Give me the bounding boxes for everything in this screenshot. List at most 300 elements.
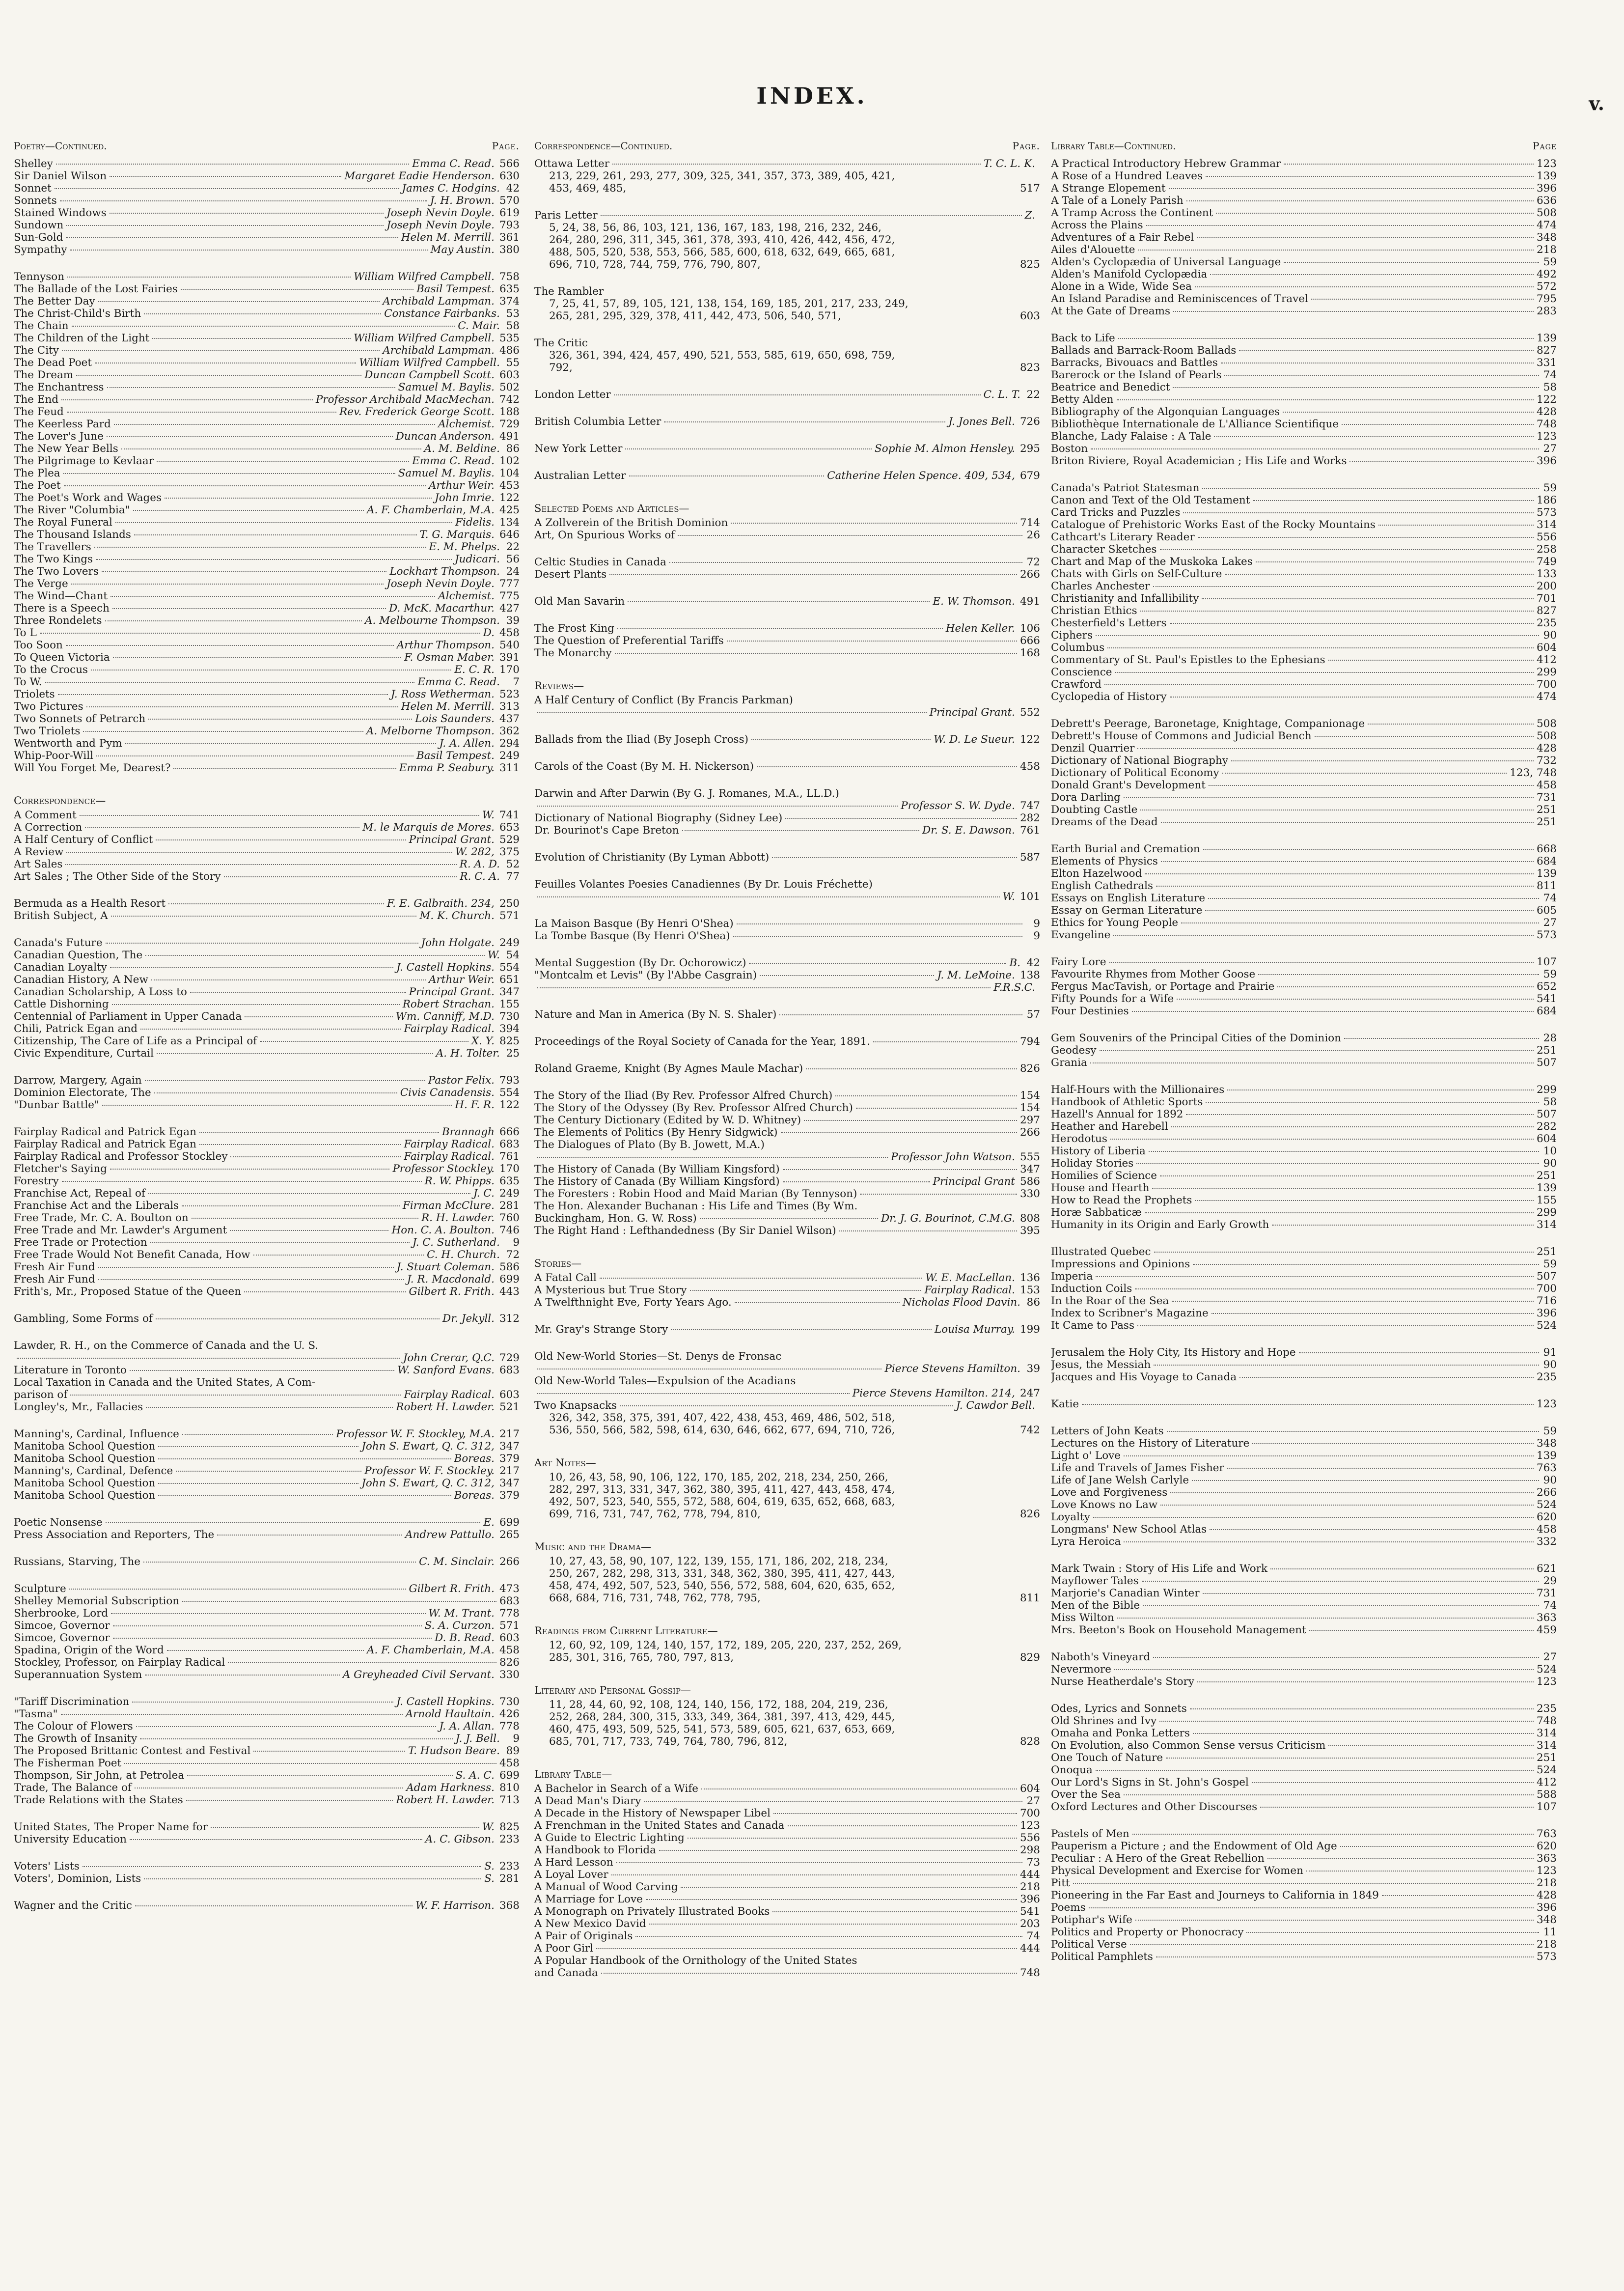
index-entry [1051,1575,1557,1587]
index-entry [1051,1752,1557,1764]
page-number-ref: 653 [499,821,520,834]
index-entry [534,1844,1040,1856]
entry-author: Principal Grant. [929,706,1015,719]
page-number-ref: 811 [1019,1592,1040,1604]
index-entry [14,1126,520,1138]
index-entry [14,937,520,949]
index-entry [534,647,1040,659]
index-entry [1051,1951,1557,1963]
entry-group [534,787,1040,837]
entry-group [1051,1084,1557,1231]
index-entry [14,1900,520,1912]
entry-title: In the Roar of the Sea [1051,1295,1169,1307]
dot-leader [1198,537,1534,538]
entry-group [534,733,1040,746]
page-number-ref: 749 [1536,556,1557,568]
page-number-ref: 74 [1543,1599,1557,1612]
dot-leader [144,1878,481,1879]
entry-title: Shelley [14,158,53,170]
index-entry [1051,531,1557,543]
page-number-ref: 332 [1536,1536,1557,1548]
dot-leader [1130,1944,1534,1945]
entry-title: Homilies of Science [1051,1170,1157,1182]
entry-title: Pitt [1051,1877,1070,1889]
index-entry [1051,580,1557,592]
index-entry [14,998,520,1010]
entry-title: Too Soon [14,639,63,651]
page-number-ref: 502 [499,381,520,393]
entry-group [1051,1703,1557,1813]
column-header-title: Poetry—Continued. [14,140,107,152]
entry-title: Art Sales [14,858,63,870]
entry-author: William Wilfred Campbell. [359,357,500,369]
page-number-ref: 396 [1536,182,1557,195]
index-entry [1051,993,1557,1005]
page-number-ref: 102 [499,455,520,467]
index-entry [14,1833,520,1845]
entry-title: "Dunbar Battle" [14,1099,99,1111]
entry-author: M. le Marquis de Mores. [362,821,495,834]
dot-leader [669,562,1022,563]
page-number-ref: 266 [499,1556,520,1568]
page-list: 10, 26, 43, 58, 90, 106, 122, 170, 185, 202, 218, 234, 250, 266, [549,1471,888,1483]
entry-title: The Dream [14,369,74,381]
entry-title: History of Liberia [1051,1145,1146,1157]
entry-author: James C. Hodgins. [402,182,500,195]
entry-title: A Bachelor in Search of a Wife [534,1783,699,1795]
page-number-ref: 529 [499,834,520,846]
entry-title: Alden's Cyclopædia of Universal Language [1051,256,1281,268]
entry-author: W. M. Trant. [428,1607,495,1620]
page-number-ref: 492 [1536,268,1557,280]
index-entry [1051,843,1557,855]
entry-author: Basil Tempest. [416,283,495,295]
dot-leader [157,461,409,462]
index-entry [14,1872,520,1885]
page-number-ref: 283 [1536,305,1557,317]
page-number-ref: 588 [1536,1788,1557,1801]
entry-title: Columbus [1051,642,1105,654]
dot-leader [1206,176,1534,177]
entry-title: Pauperism a Picture ; and the Endowment of Old Age [1051,1840,1337,1852]
page-number-ref: 507 [1536,1057,1557,1069]
entry-title: The Lover's June [14,430,104,443]
index-entry [14,1489,520,1502]
entry-title: Sonnets [14,195,57,207]
page-list: 460, 475, 493, 509, 525, 541, 573, 589, 605, 621, 637, 653, 669, [549,1723,895,1735]
index-entry [534,733,1040,746]
page-number-ref: 603 [499,1632,520,1644]
entry-title: Loyalty [1051,1511,1090,1523]
index-entry [1051,280,1557,293]
dot-leader [678,535,1022,536]
dot-leader [1368,724,1534,725]
dot-leader [245,1016,393,1017]
entry-author: J. A. Allen. [439,737,495,750]
dot-leader [860,1194,1017,1195]
dot-leader [253,1255,424,1256]
entry-title: The Better Day [14,295,95,307]
dot-leader [1160,1175,1534,1176]
entry-author: Helen M. Merrill. [401,700,495,713]
dot-leader [145,955,485,956]
page-number-ref: 827 [1536,605,1557,617]
dot-leader [1149,1151,1539,1152]
index-entry [1051,1828,1557,1840]
entry-group [1051,1398,1557,1410]
entry-title: A Half Century of Conflict (By Francis Parkman) [534,694,793,706]
dot-leader [773,1813,1017,1814]
page-number-ref: 604 [1019,1783,1040,1795]
entry-title: A Manual of Wood Carving [534,1881,678,1893]
page-number-ref: 741 [499,809,520,821]
page-list: 326, 342, 358, 375, 391, 407, 422, 438, 453, 469, 486, 502, 518, [549,1412,895,1424]
dot-leader [1211,1313,1534,1314]
page-number-ref: 86 [1026,1296,1040,1309]
dot-leader [1137,1325,1534,1326]
entry-title: Darrow, Margery, Again [14,1074,142,1087]
index-entry [534,1375,1040,1387]
index-entry [1051,1258,1557,1270]
entry-group [534,1555,1040,1604]
dot-leader [1167,1431,1539,1432]
index-entry [14,1556,520,1568]
page-number-ref: 55 [506,357,520,369]
page-number-ref: 742 [1019,1424,1040,1436]
dot-leader [182,1601,496,1602]
page-number-ref: 123, 748 [1510,767,1557,779]
entry-title: Betty Alden [1051,393,1114,406]
index-entry [534,222,1040,234]
entry-title: Civic Expenditure, Curtail [14,1047,154,1060]
dot-leader [173,768,396,769]
index-entry [1051,816,1557,828]
entry-group [1051,158,1557,317]
dot-leader [182,1434,333,1435]
column-header-title: Library Table—Continued. [1051,140,1176,152]
index-entry [534,1090,1040,1102]
index-entry [14,1583,520,1595]
dot-leader [67,412,336,413]
dot-leader [111,916,417,917]
page-number-ref: 247 [1019,1387,1040,1399]
entry-author: Professor Archibald MacMechan. [315,393,495,406]
page-number-ref: 347 [499,1440,520,1453]
page-number-ref: 331 [1536,357,1557,369]
entry-title: The Thousand Islands [14,529,131,541]
page-number-ref: 730 [499,1010,520,1023]
dot-leader [620,1405,953,1406]
page-number-ref: 731 [1536,1587,1557,1599]
entry-title: Canadian Loyalty [14,961,107,974]
page-number-ref: 139 [1536,170,1557,182]
index-entry [14,910,520,922]
entry-title: Dictionary of National Biography [1051,754,1228,767]
index-entry [534,1035,1040,1048]
index-entry [1051,1474,1557,1486]
entry-author: J. C. Sutherland. [412,1236,500,1249]
entry-author: E. M. Phelps. [429,541,500,553]
index-entry [14,821,520,834]
index-entry [534,1163,1040,1175]
dot-leader [125,743,437,744]
page-title: INDEX. [756,83,868,109]
dot-leader [1227,1468,1534,1469]
index-entry [1051,1764,1557,1776]
entry-title: Lectures on the History of Literature [1051,1437,1250,1450]
entry-title: Jerusalem the Holy City, Its History and Hope [1051,1346,1296,1359]
entry-title: Character Sketches [1051,543,1157,556]
index-entry [1051,1283,1557,1295]
dot-leader [110,213,384,214]
dot-leader [181,289,413,290]
entry-title: Nature and Man in America (By N. S. Shaler) [534,1008,777,1021]
entry-author: Fairplay Radical. [404,1389,495,1401]
index-entry [534,568,1040,581]
index-entry [1051,1788,1557,1801]
entry-title: The Fisherman Poet [14,1757,122,1769]
entry-title: Russians, Starving, The [14,1556,141,1568]
entry-title: The Century Dictionary (Edited by W. D. Whitney) [534,1114,801,1126]
entry-author: Alchemist. [438,590,495,602]
index-entry [14,283,520,295]
entry-title: A Review [14,846,64,858]
page-number-ref: 58 [506,320,520,332]
entry-title: Life of Jane Welsh Carlyle [1051,1474,1189,1486]
entry-title: Ethics for Young People [1051,917,1179,929]
page-number-ref: 123 [1536,1398,1557,1410]
page-number-ref: 379 [499,1489,520,1502]
dot-leader [145,1675,339,1676]
page-number-ref: 683 [499,1364,520,1376]
index-entry [534,1930,1040,1942]
entry-author: Robert H. Lawder. [396,1401,495,1413]
entry-group [14,1340,520,1413]
entry-author: F.R.S.C. [993,981,1035,994]
dot-leader [182,1205,400,1206]
dot-leader [102,1105,452,1106]
page-number-ref: 587 [1019,851,1040,864]
dot-leader [1117,1618,1534,1619]
index-entry [1051,393,1557,406]
dot-leader [772,1911,1017,1912]
entry-title: Stockley, Professor, on Fairplay Radical [14,1656,225,1669]
dot-leader [151,979,426,980]
index-entry [1051,678,1557,691]
page-number-ref: 39 [1026,1363,1040,1375]
index-entry [1051,158,1557,170]
index-entry [14,809,520,821]
dot-leader [230,1230,388,1231]
entry-author: R. W. Phipps. [424,1175,495,1187]
page-number-ref: 73 [1026,1856,1040,1869]
entry-title: Induction Coils [1051,1283,1132,1295]
index-entry [1051,617,1557,629]
entry-title: English Cathedrals [1051,880,1154,892]
index-entry [1051,892,1557,904]
entry-title: Debrett's Peerage, Baronetage, Knightage, Companionage [1051,718,1365,730]
dot-leader [1252,1443,1534,1444]
entry-title: Dora Darling [1051,791,1121,804]
index-entry [1051,779,1557,791]
entry-title: It Came to Pass [1051,1319,1134,1332]
dot-leader [113,657,401,658]
dot-leader [1166,1758,1534,1759]
index-entry [534,258,1040,271]
index-entry [534,470,1040,482]
dot-leader [1173,311,1534,312]
page-number-ref: 523 [499,688,520,700]
entry-author: Brannagh [441,1126,495,1138]
page-number-ref: 249 [499,750,520,762]
entry-author: Boreas. [454,1489,495,1502]
page-number-ref: 133 [1536,568,1557,580]
page-number-ref: 235 [1536,1703,1557,1715]
dot-leader [1096,1770,1534,1771]
dot-leader [537,712,927,713]
entry-author: B. [1009,957,1020,969]
dot-leader [1153,1657,1539,1658]
dot-leader [1246,1932,1539,1933]
index-entry [14,443,520,455]
dot-leader [113,1625,422,1626]
dot-leader [45,682,415,683]
dot-leader [190,992,406,993]
index-entry [1051,1371,1557,1383]
page-number-ref: 729 [499,1352,520,1364]
index-entry [1051,219,1557,231]
entry-title: Index to Scribner's Magazine [1051,1307,1209,1319]
entry-title: The Two Lovers [14,565,99,578]
index-entry [1051,605,1557,617]
index-entry [534,1592,1040,1604]
page-number-ref: 218 [1536,1877,1557,1889]
entry-title: Doubting Castle [1051,804,1138,816]
index-entry [14,713,520,725]
entry-title: A Monograph on Privately Illustrated Books [534,1905,770,1918]
entry-group [534,1272,1040,1309]
entry-title: Poems [1051,1901,1086,1914]
column-header-title: Correspondence—Continued. [534,140,673,152]
entry-title: Oxford Lectures and Other Discourses [1051,1801,1258,1813]
dot-leader [1216,213,1534,214]
page-number-ref: 251 [1536,1170,1557,1182]
entry-title: Illustrated Quebec [1051,1246,1151,1258]
index-entry [1051,455,1557,467]
index-entry [1051,381,1557,393]
entry-author: Pierce Stevens Hamilton. 214, [852,1387,1015,1399]
index-entry [1051,1499,1557,1511]
page-number-ref: 556 [1536,531,1557,543]
index-entry [534,349,1040,362]
page-number-ref: 348 [1536,1437,1557,1450]
entry-author: Robert H. Lawder. [396,1794,495,1806]
entry-author: Pastor Felix. [428,1074,495,1087]
entry-title: Fletcher's Saying [14,1163,108,1175]
entry-title: On Evolution, also Common Sense versus Criticism [1051,1739,1326,1752]
entry-author: J. Castell Hopkins. [396,1696,495,1708]
dot-leader [146,1407,393,1408]
entry-group [534,416,1040,428]
index-entry [1051,1801,1557,1813]
page-number-ref: 635 [499,1175,520,1187]
index-entry [1051,195,1557,207]
dot-leader [1181,922,1539,923]
entry-title: Fairplay Radical and Patrick Egan [14,1138,196,1150]
dot-leader [91,670,451,671]
index-entry [534,170,1040,182]
entry-title: The Poet [14,479,61,492]
entry-title: Handbook of Athletic Sports [1051,1096,1203,1108]
dot-leader [537,806,898,807]
index-entry [14,1745,520,1757]
page-number-ref: 508 [1536,207,1557,219]
entry-title: The Proposed Brittanic Contest and Festival [14,1745,251,1757]
index-entry [14,602,520,615]
index-entry [14,578,520,590]
dot-leader [1195,286,1534,287]
entry-title: Wentworth and Pym [14,737,122,750]
dot-leader [1110,1139,1534,1140]
index-entry [14,1656,520,1669]
page-number-ref: 136 [1019,1272,1040,1284]
entry-title: Imperia [1051,1270,1093,1283]
page-number-ref: 396 [1536,1901,1557,1914]
index-entry [1051,357,1557,369]
index-entry [14,1138,520,1150]
page-list: 7, 25, 41, 57, 89, 105, 121, 138, 154, 169, 185, 201, 217, 233, 249, [549,298,908,310]
index-entry [1051,268,1557,280]
page-number-ref: 394 [499,1023,520,1035]
index-entry [1051,543,1557,556]
dot-leader [1104,684,1534,685]
entry-group [14,937,520,1060]
entry-author: Professor Stockley. [392,1163,495,1175]
index-entry [534,812,1040,824]
dot-leader [783,1169,1017,1170]
index-entry [14,651,520,664]
entry-title: Sir Daniel Wilson [14,170,107,182]
index-entry [14,750,520,762]
entry-group [534,1090,1040,1237]
page-number-ref: 684 [1536,855,1557,867]
column-header-page-label: Page. [492,140,520,152]
index-entry [1051,804,1557,816]
entry-title: Celtic Studies in Canada [534,556,666,568]
entry-title: Miss Wilton [1051,1612,1114,1624]
index-entry [534,285,1040,298]
dot-leader [1195,1200,1534,1201]
entry-title: Political Verse [1051,1938,1127,1951]
index-entry [534,362,1040,374]
entry-author: Hon. C. A. Boulton. [391,1224,495,1236]
entry-author: Basil Tempest. [416,750,495,762]
page-number-ref: 363 [1536,1612,1557,1624]
entry-author: W. [487,949,500,961]
entry-author: Nicholas Flood Davin. [902,1296,1020,1309]
page-number-ref: 775 [499,590,520,602]
index-section [534,1541,1040,1604]
page-number-ref: 294 [499,737,520,750]
entry-title: A Practical Introductory Hebrew Grammar [1051,158,1281,170]
entry-group [534,1699,1040,1748]
page-number-ref: 437 [499,713,520,725]
entry-author: A. M. Beldine. [424,443,500,455]
dot-leader [105,620,362,621]
index-section [534,1257,1040,1436]
index-entry [14,1782,520,1794]
entry-group [534,1062,1040,1075]
